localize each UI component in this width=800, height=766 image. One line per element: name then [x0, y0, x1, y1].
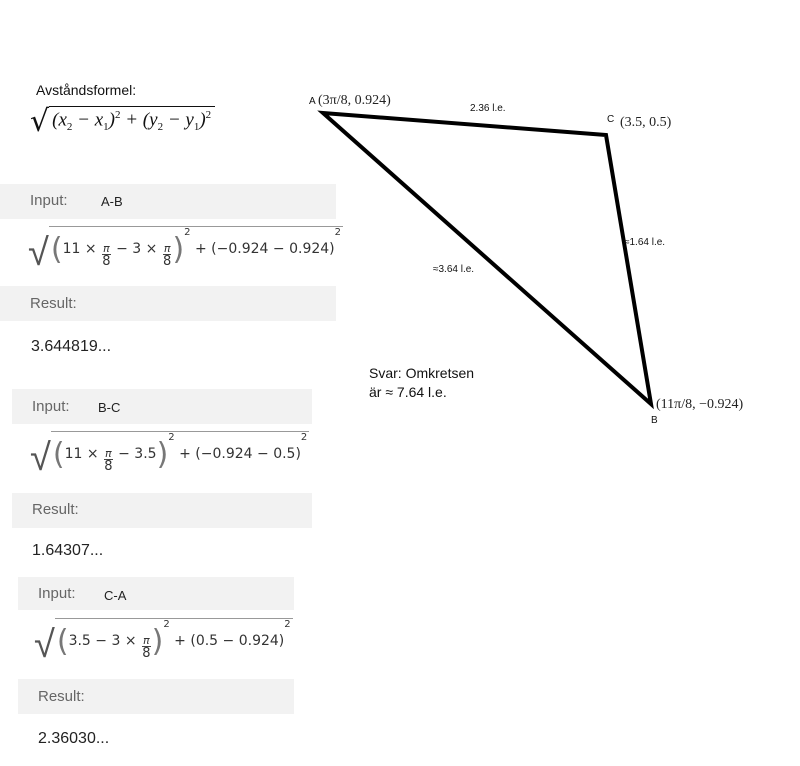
result-label: Result:	[32, 501, 79, 518]
vertex-coord-a: (3π/8, 0.924)	[318, 93, 391, 108]
distance-formula: √ $(x_2 - x_1)^2 + (y_2 - y_1)^2$	[30, 104, 215, 139]
answer-text	[369, 364, 474, 402]
input-label: Input:	[30, 192, 68, 209]
input-label: Input:	[38, 585, 76, 602]
pair-label: B-C	[98, 400, 121, 415]
input-label: Input:	[32, 398, 70, 415]
result-label: Result:	[30, 295, 77, 312]
input-expression: √(3.5 − 3 × $\frac{\pi}{8}$ )$^2 + (0.5 - 0.924)^2$	[34, 619, 291, 666]
pair-label: C-A	[104, 588, 127, 603]
vertex-label-c: C	[607, 114, 615, 125]
result-value: 1.64307...	[32, 542, 104, 559]
vertex-label-b: B	[651, 415, 658, 426]
input-expression: √(11 × $\frac{\pi}{8}$ − $3.5)^2 + (-0.924 - 0.5)^2$	[30, 432, 308, 479]
pair-label: A-B	[101, 194, 123, 209]
input-expression: √(11 × $\frac{\pi}{8}$ − 3 × $\frac{\pi}{8}$ )$^2 + (-0.924 - 0.924)^2$	[28, 227, 341, 274]
side-label-cb: ≈1.64 l.e.	[624, 237, 666, 248]
triangle-abc	[323, 113, 651, 404]
vertex-label-a: A	[309, 96, 316, 107]
result-value: 2.36030...	[38, 730, 110, 747]
answer-line-1: Svar: Omkretsen	[369, 365, 475, 381]
side-label-ab: ≈3.64 l.e.	[433, 264, 475, 275]
result-value: 3.644819...	[31, 338, 112, 355]
formula-title: Avståndsformel:	[36, 82, 137, 98]
side-label-ac: 2.36 l.e.	[470, 103, 506, 114]
vertex-coord-b: (11π/8, −0.924)	[656, 397, 744, 412]
answer-line-2: är ≈ 7.64 l.e.	[369, 384, 447, 400]
result-label: Result:	[38, 688, 85, 705]
vertex-coord-c: (3.5, 0.5)	[620, 115, 672, 130]
